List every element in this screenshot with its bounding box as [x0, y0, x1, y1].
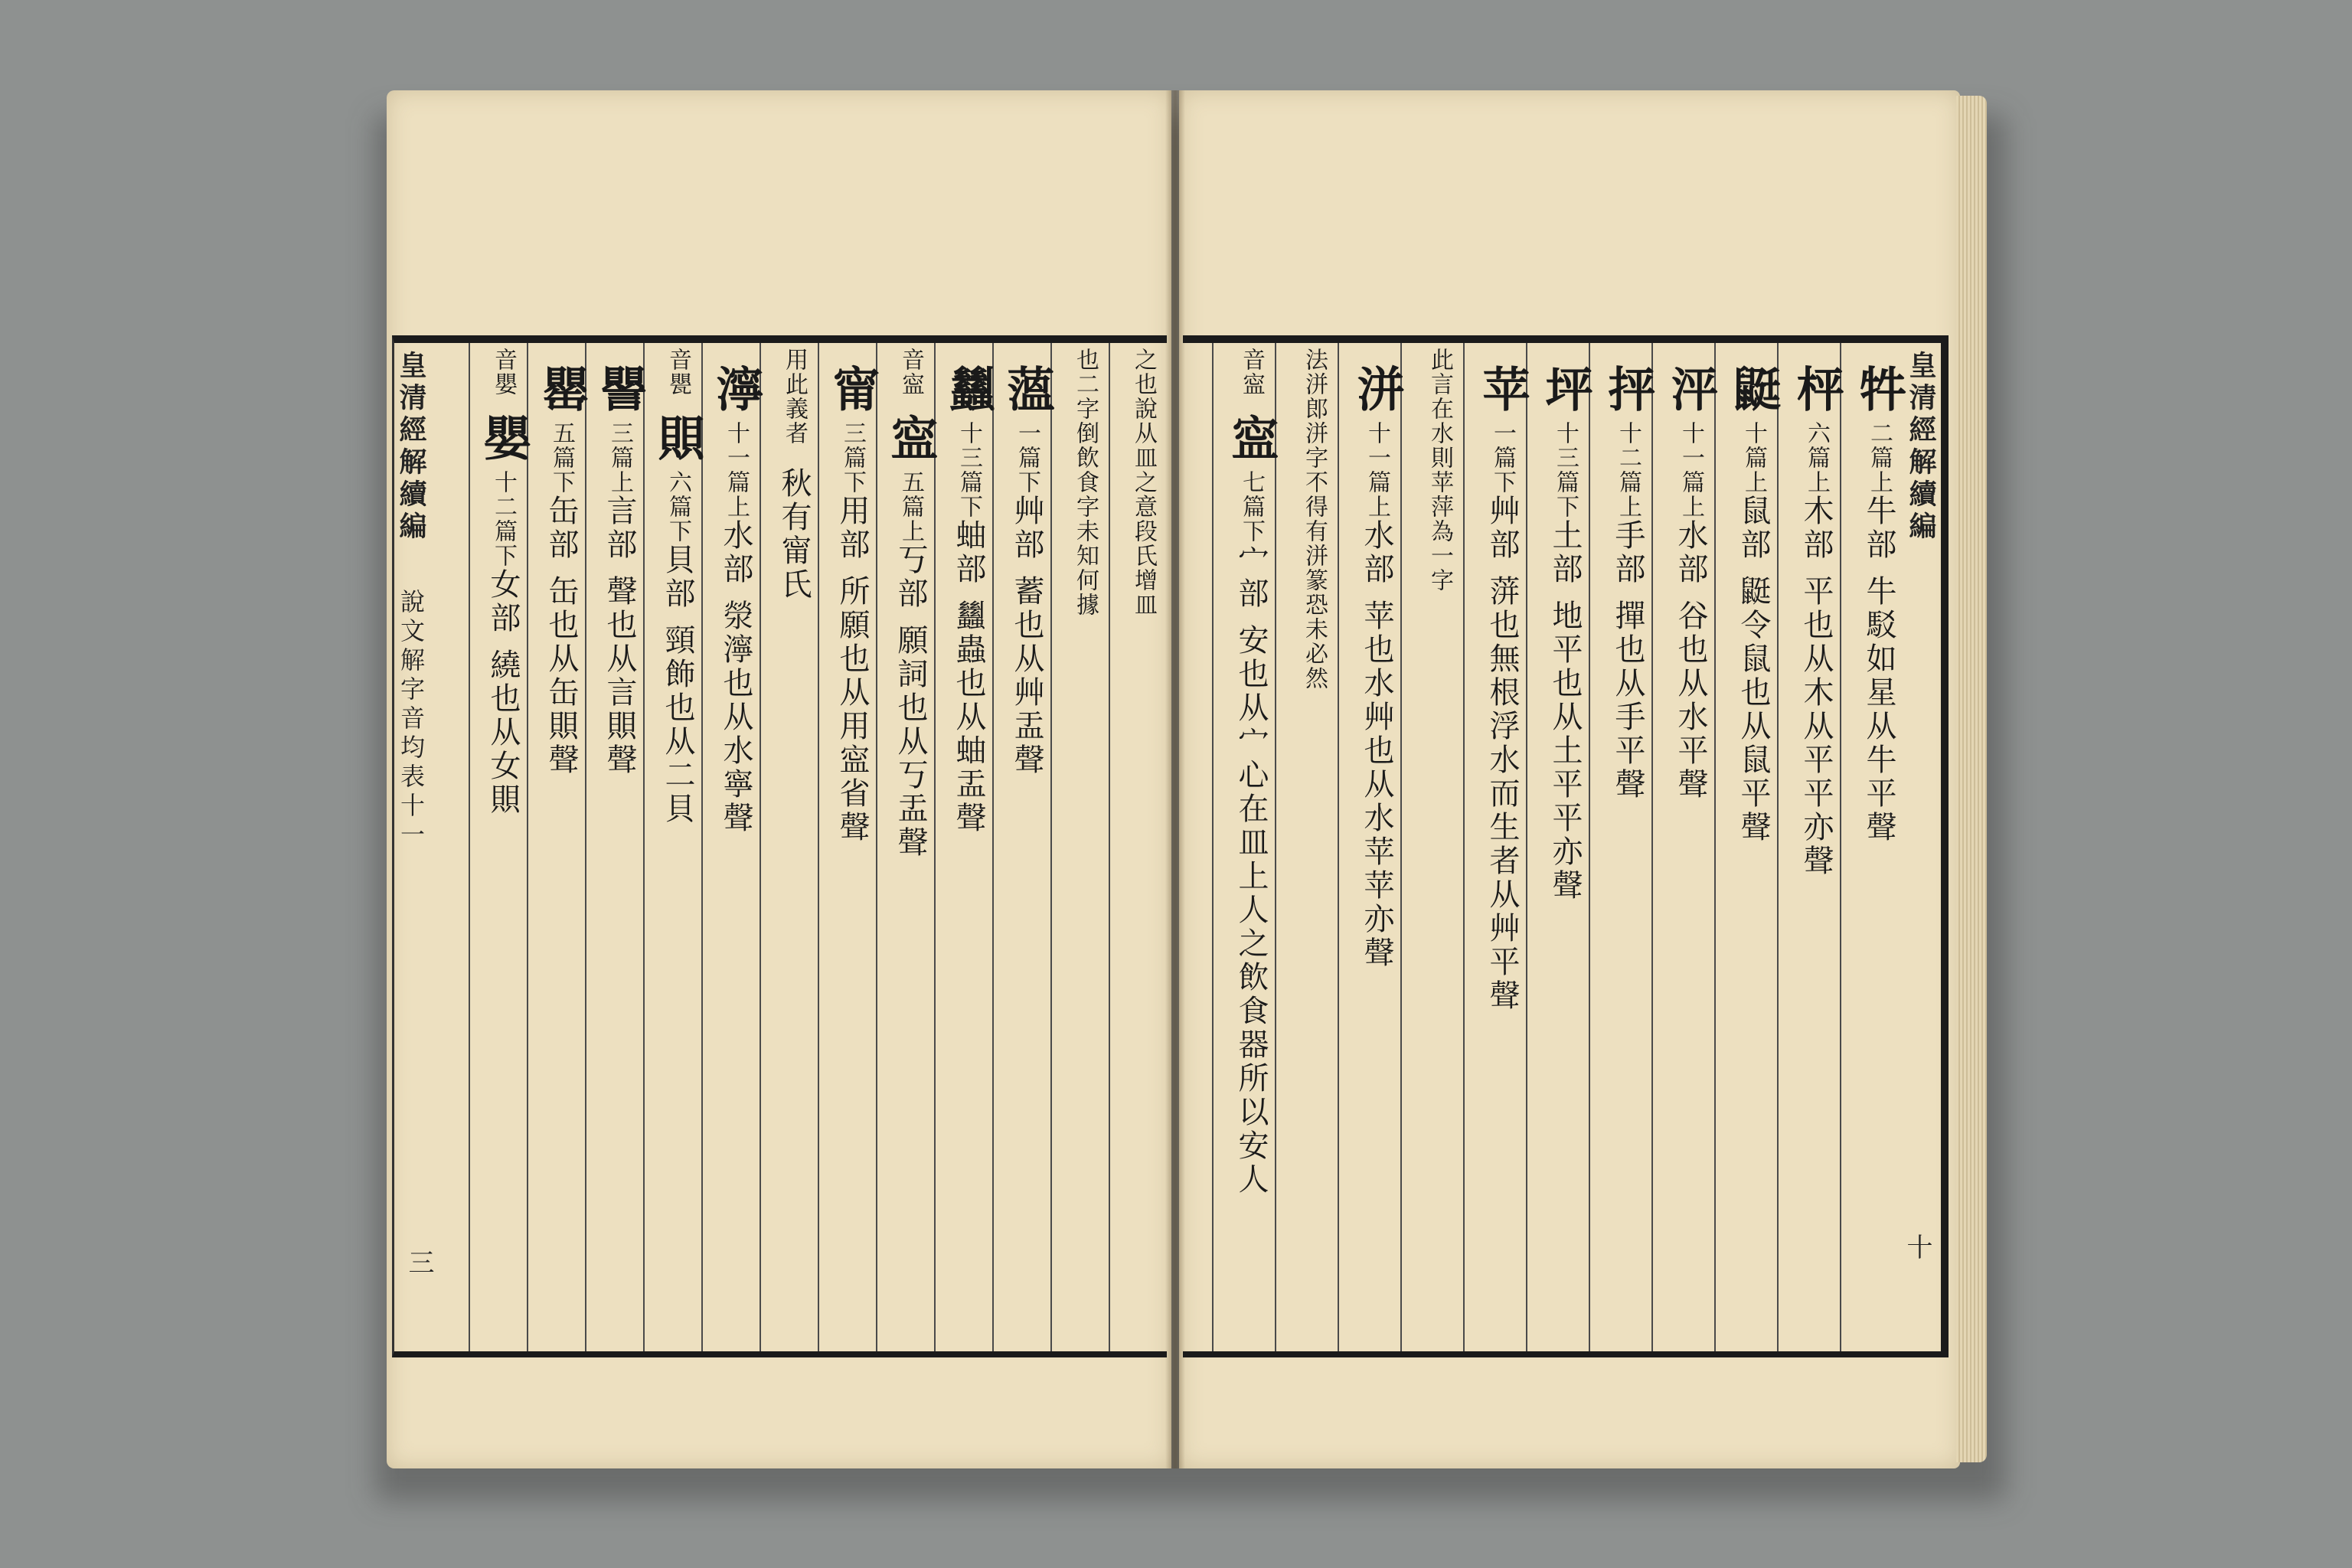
headword: 抨	[1600, 364, 1656, 416]
section-note: 七篇下	[1238, 470, 1265, 544]
gloss-text: 水部 滎濘也从水寧聲	[718, 519, 753, 835]
headword: 薀	[999, 364, 1055, 416]
text-column	[760, 343, 818, 1351]
text-column	[1526, 343, 1593, 1351]
gloss-text: 水部 谷也从水平聲	[1673, 519, 1708, 802]
headword	[1116, 617, 1171, 634]
headword: 泙	[1663, 364, 1719, 416]
section-note: 二篇上	[1866, 421, 1893, 495]
headword	[1057, 617, 1113, 634]
right-page-frame	[1183, 335, 1949, 1357]
section-note	[1426, 609, 1453, 614]
left-edge-title-text: 皇清經解續編	[395, 351, 427, 544]
column-lead: 音寍	[1238, 348, 1265, 397]
text-column	[1050, 343, 1109, 1351]
column-lead: 法洴郎洴字不得有洴篆恐未必然	[1301, 348, 1328, 691]
left-edge-subtitle: 說文解字音均表十一	[397, 588, 426, 851]
headword: 譻	[592, 364, 648, 416]
left-edge-title	[394, 343, 431, 1359]
section-note: 十一篇上	[1677, 421, 1704, 519]
right-edge-title	[1904, 343, 1941, 1359]
text-column	[992, 343, 1055, 1351]
section-note: 十二篇上	[1615, 421, 1642, 519]
column-lead: 音寍	[897, 348, 924, 397]
gloss-text: 牛部 牛駁如星从牛平聲	[1861, 495, 1896, 844]
page-edges	[1956, 96, 1987, 1462]
gloss-text: 缶部 缶也从缶賏聲	[544, 495, 579, 777]
text-column	[1840, 343, 1907, 1351]
right-folio: 十	[1902, 1233, 1932, 1259]
gloss-text: 鼠部 鼮令鼠也从鼠平聲	[1736, 495, 1771, 844]
section-note: 五篇上	[897, 470, 924, 544]
section-note: 一篇下	[1489, 421, 1516, 495]
headword: 牪	[1851, 364, 1907, 416]
gloss-text: 土部 地平也从土平平亦聲	[1547, 519, 1583, 903]
section-note: 一篇下	[1014, 421, 1040, 495]
headword	[1412, 593, 1468, 609]
column-lead: 音嬰	[490, 348, 517, 397]
text-column	[1109, 343, 1167, 1351]
text-column	[1212, 343, 1279, 1351]
gloss-text: 宀部 安也从宀心在皿上人之飲食器所以安人	[1233, 544, 1269, 1197]
gloss-text: 用部 所願也从用寍省聲	[835, 495, 870, 844]
text-column	[585, 343, 648, 1351]
section-note	[1301, 707, 1328, 712]
text-column	[1589, 343, 1656, 1351]
gloss-text: 女部 繞也从女賏	[485, 568, 521, 817]
section-note: 十三篇下	[1552, 421, 1579, 519]
section-note	[1130, 634, 1157, 639]
headword: 苹	[1475, 364, 1530, 416]
gloss-text: 水部 苹也水艸也从水苹苹亦聲	[1359, 519, 1394, 970]
gloss-text: 手部 撣也从手平聲	[1610, 519, 1645, 802]
gloss-text: 艸部 蓱也無根浮水而生者从艸平聲	[1485, 495, 1520, 1013]
section-note: 六篇下	[665, 470, 691, 544]
column-lead: 用此義者	[781, 348, 808, 446]
headword: 洴	[1349, 364, 1405, 416]
section-note: 三篇下	[839, 421, 866, 495]
headword: 寍	[1223, 413, 1279, 466]
headword: 嬰	[475, 413, 531, 466]
headword: 鼮	[1726, 364, 1782, 416]
section-note: 十一篇上	[723, 421, 750, 519]
text-column	[934, 343, 997, 1351]
gloss-text: 蚰部 蠿蟲也从蚰盂聲	[951, 519, 986, 835]
section-note: 十篇上	[1740, 421, 1767, 495]
section-note: 十二篇下	[490, 470, 517, 568]
text-column	[1338, 343, 1405, 1351]
text-column	[1777, 343, 1844, 1351]
gloss-text: 木部 平也从木从平平亦聲	[1798, 495, 1834, 878]
section-note: 六篇上	[1803, 421, 1830, 495]
left-folio: 三	[403, 1249, 434, 1275]
gloss-text: 言部 聲也从言賏聲	[602, 495, 637, 777]
text-column	[1651, 343, 1719, 1351]
headword: 甯	[825, 364, 880, 416]
section-note: 五篇下	[548, 421, 575, 495]
text-column	[469, 343, 531, 1351]
column-lead: 也二字倒飲食字未知何據	[1072, 348, 1099, 617]
section-note: 三篇上	[606, 421, 633, 495]
left-page-frame	[392, 335, 1167, 1357]
headword: 坪	[1537, 364, 1593, 416]
text-column	[1400, 343, 1463, 1351]
headword: 賏	[650, 413, 706, 466]
text-column	[876, 343, 939, 1351]
gloss-text: 貝部 頸飾也从二貝	[660, 544, 695, 826]
text-column	[701, 343, 764, 1351]
headword: 蠿	[941, 364, 997, 416]
text-column	[818, 343, 880, 1351]
section-note	[1072, 634, 1099, 639]
text-column	[643, 343, 706, 1351]
text-column	[1275, 343, 1338, 1351]
headword: 寍	[883, 413, 939, 466]
right-columns	[1183, 343, 1907, 1351]
text-column	[1714, 343, 1782, 1351]
text-column	[1463, 343, 1530, 1351]
gloss-text: 秋有甯氏	[776, 467, 812, 602]
section-note: 十三篇下	[956, 421, 982, 519]
column-lead: 音甖	[665, 348, 691, 397]
gloss-text: 艸部 蓄也从艸盂聲	[1009, 495, 1044, 777]
headword: 罌	[534, 364, 590, 416]
right-edge-title-text: 皇清經解續編	[1905, 351, 1937, 544]
headword: 枰	[1788, 364, 1844, 416]
headword	[1286, 691, 1342, 707]
headword: 濘	[708, 364, 764, 416]
text-column	[527, 343, 590, 1351]
column-lead: 此言在水則苹萍為一字	[1426, 348, 1453, 593]
headword	[766, 446, 822, 462]
left-columns	[394, 343, 1167, 1351]
section-note: 十一篇上	[1364, 421, 1390, 519]
gloss-text: 丂部 願詞也从丂盂聲	[893, 544, 928, 860]
column-lead: 之也說从皿之意段氏增皿	[1130, 348, 1157, 617]
